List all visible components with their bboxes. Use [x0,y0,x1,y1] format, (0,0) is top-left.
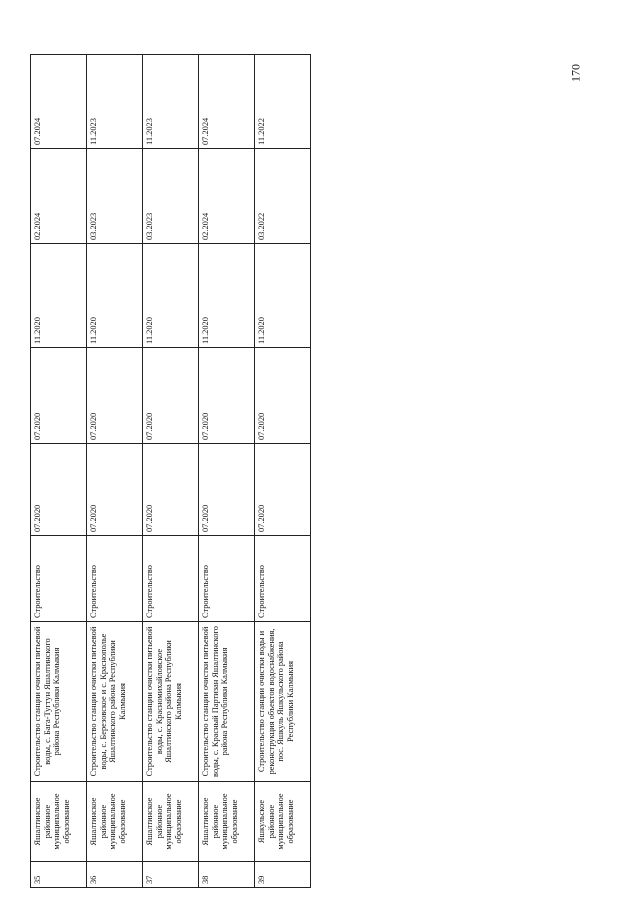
date-cell-3: 11.2020 [31,244,87,348]
date-cell-2: 07.2020 [255,348,311,444]
date-cell-2: 07.2020 [31,348,87,444]
date-cell-3: 11.2020 [143,244,199,348]
municipality-cell: Яшкульское районное муниципальное образование [255,782,311,862]
date-cell-2: 07.2020 [87,348,143,444]
work-type-cell: Строительство [255,536,311,622]
date-cell-4: 03.2023 [143,149,199,244]
table-row [31,55,87,888]
projects-table-rotated [30,55,310,888]
work-type-cell: Строительство [143,536,199,622]
municipality-cell: Яшалтинское районное муниципальное образование [87,782,143,862]
date-cell-4: 02.2024 [31,149,87,244]
table-row [87,55,143,888]
object-name-cell: Строительство станции очистки воды и реконструкция объектов водоснабжения, пос. Яшкуль Яшкульского района Республики Калмыкия [255,622,311,782]
date-cell-2: 07.2020 [199,348,255,444]
table-row [255,55,311,888]
date-cell-1: 07.2020 [31,444,87,536]
table-row [199,55,255,888]
municipality-cell: Яшалтинское районное муниципальное образование [199,782,255,862]
object-name-cell: Строительство станции очистки питьевой воды, с. Березовское и с. Краснополье Яшалтинского района Республики Калмыкия [87,622,143,782]
date-cell-1: 07.2020 [87,444,143,536]
table-body [31,55,311,888]
row-number-cell: 35 [31,862,87,888]
row-number-cell: 36 [87,862,143,888]
date-cell-3: 11.2020 [255,244,311,348]
page-number: 170 [568,64,583,82]
date-cell-5: 11.2022 [255,55,311,149]
object-name-cell: Строительство станции очистки питьевой воды, с. Бага-Тугтун Яшалтинского района Республики Калмыкия [31,622,87,782]
projects-table [30,54,311,888]
work-type-cell: Строительство [199,536,255,622]
date-cell-1: 07.2020 [199,444,255,536]
work-type-cell: Строительство [31,536,87,622]
object-name-cell: Строительство станции очистки питьевой воды, с. Красномихайловское Яшалтинского района Республики Калмыкия [143,622,199,782]
municipality-cell: Яшалтинское районное муниципальное образование [143,782,199,862]
date-cell-4: 03.2023 [87,149,143,244]
work-type-cell: Строительство [87,536,143,622]
date-cell-3: 11.2020 [199,244,255,348]
row-number-cell: 37 [143,862,199,888]
row-number-cell: 38 [199,862,255,888]
date-cell-1: 07.2020 [255,444,311,536]
date-cell-5: 07.2024 [31,55,87,149]
date-cell-5: 11.2023 [143,55,199,149]
table-row [143,55,199,888]
object-name-cell: Строительство станции очистки питьевой воды, с. Красный Партизан Яшалтинского района Республики Калмыкия [199,622,255,782]
date-cell-5: 11.2023 [87,55,143,149]
date-cell-4: 03.2022 [255,149,311,244]
row-number-cell: 39 [255,862,311,888]
date-cell-1: 07.2020 [143,444,199,536]
date-cell-4: 02.2024 [199,149,255,244]
municipality-cell: Яшалтинское районное муниципальное образование [31,782,87,862]
date-cell-5: 07.2024 [199,55,255,149]
date-cell-3: 11.2020 [87,244,143,348]
date-cell-2: 07.2020 [143,348,199,444]
